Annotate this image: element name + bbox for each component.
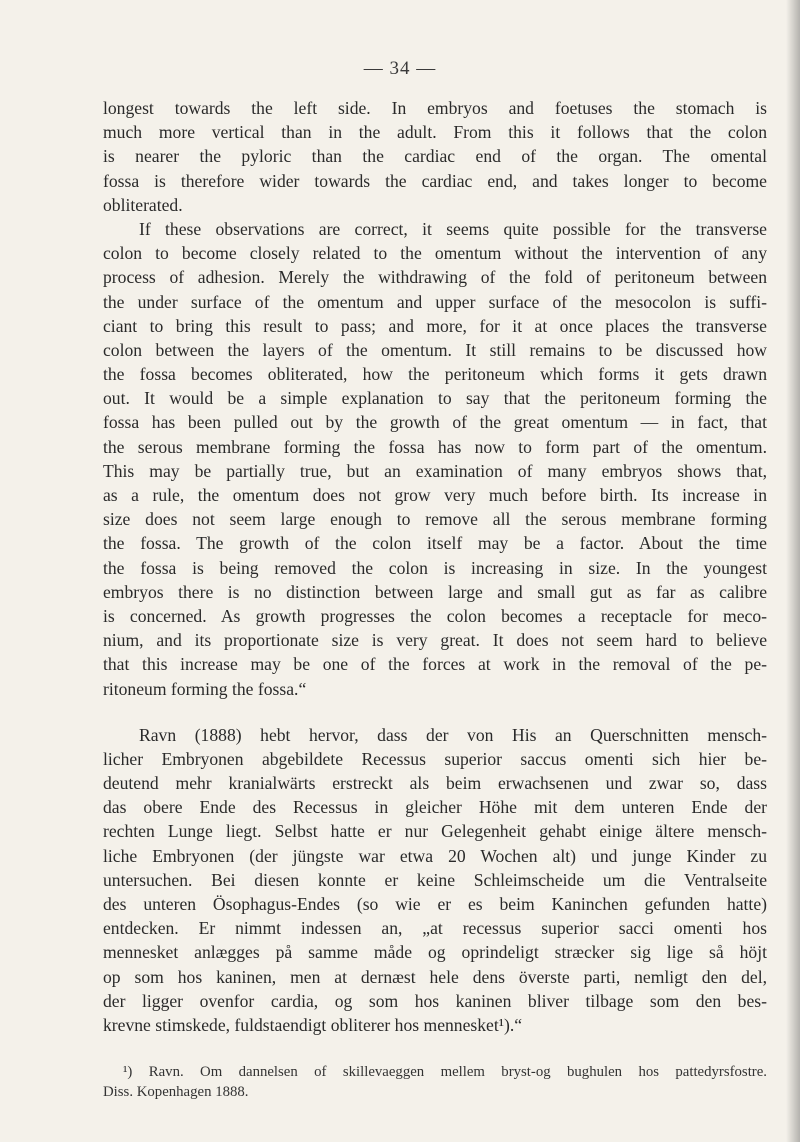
text-line: out. It would be a simple explanation to say that the peritoneum forming the [103,388,767,409]
text-line: untersuchen. Bei diesen konnte er keine Schleimscheide um die Ventralseite [103,869,767,890]
paragraph [103,217,767,701]
text-line: much more vertical than in the adult. From this it follows that the colon [103,122,767,143]
text-line: colon between the layers of the omentum. It still remains to be discussed how [103,339,767,360]
text-line: obliterated. [103,194,183,215]
text-line: fossa is therefore wider towards the cardiac end, and takes longer to become [103,170,767,191]
text-line: size does not seem large enough to remove all the serous membrane forming [103,509,767,530]
text-line: is concerned. As growth progresses the colon becomes a receptacle for meco- [103,605,767,626]
text-line: liche Embryonen (der jüngste war etwa 20 Wochen alt) und junge Kinder zu [103,845,767,866]
text-line: longest towards the left side. In embryos and foetuses the stomach is [103,98,767,118]
footnote-line: ¹) Ravn. Om dannelsen of skillevaeggen mellem bryst-og bughulen hos pattedyrsfostre. [123,1064,767,1080]
text-line: der ligger ovenfor cardia, og som hos kaninen bliver tilbage som den bes- [103,990,767,1011]
footnote [103,1062,767,1102]
text-line: If these observations are correct, it seems quite possible for the transverse [139,218,767,239]
text-line: that this increase may be one of the forces at work in the removal of the pe- [103,654,767,675]
text-line: the fossa becomes obliterated, how the peritoneum which forms it gets drawn [103,364,767,385]
text-line: op som hos kaninen, men at dernæst hele dens överste parti, nemligt den del, [103,966,767,987]
page-edge-shadow [786,0,800,1142]
paragraph [103,96,767,217]
body-text [103,96,767,1037]
text-line: entdecken. Er nimmt indessen an, „at recessus superior sacci omenti hos [103,918,767,939]
text-line: licher Embryonen abgebildete Recessus superior saccus omenti sich hier be- [103,748,767,769]
text-line: the fossa is being removed the colon is increasing in size. In the youngest [103,557,767,578]
text-line: rechten Lunge liegt. Selbst hatte er nur Gelegenheit gehabt einige ältere mensch- [103,821,767,842]
text-line: the under surface of the omentum and upper surface of the mesocolon is suffi- [103,291,767,312]
text-line: ritoneum forming the fossa.“ [103,678,307,699]
text-line: process of adhesion. Merely the withdrawing of the fold of peritoneum between [103,267,767,288]
text-line: nium, and its proportionate size is very great. It does not seem hard to believe [103,630,767,651]
paragraph [103,723,767,1037]
text-line: krevne stimskede, fuldstaendigt obliterer hos mennesket¹).“ [103,1014,523,1035]
text-line: as a rule, the omentum does not grow very much before birth. Its increase in [103,485,767,505]
text-line: das obere Ende des Recessus in gleicher Höhe mit dem unteren Ende der [103,797,767,818]
text-line: This may be partially true, but an examination of many embryos shows that, [103,460,767,481]
text-line: fossa has been pulled out by the growth of the great omentum — in fact, that [103,412,767,433]
text-line: the fossa. The growth of the colon itself may be a factor. About the time [103,533,767,554]
text-line: deutend mehr kranialwärts erstreckt als beim erwachsenen und zwar so, dass [103,773,767,794]
text-line: embryos there is no distinction between large and small gut as far as calibre [103,581,767,602]
footnote-line: Diss. Kopenhagen 1888. [103,1084,249,1100]
text-line: Ravn (1888) hebt hervor, dass der von His an Querschnitten mensch- [139,724,767,745]
text-line: colon to become closely related to the omentum without the intervention of any [103,243,767,264]
text-line: is nearer the pyloric than the cardiac end of the organ. The omental [103,146,767,167]
text-line: the serous membrane forming the fossa has now to form part of the omentum. [103,436,767,457]
page-number: — 34 — [363,58,437,79]
text-line: ciant to bring this result to pass; and more, for it at once places the transverse [103,315,767,336]
text-line: mennesket anlægges på samme måde og oprindeligt stræcker sig lige så höjt [103,942,767,963]
text-line: des unteren Ösophagus-Endes (so wie er es beim Kaninchen gefunden hatte) [103,894,767,914]
